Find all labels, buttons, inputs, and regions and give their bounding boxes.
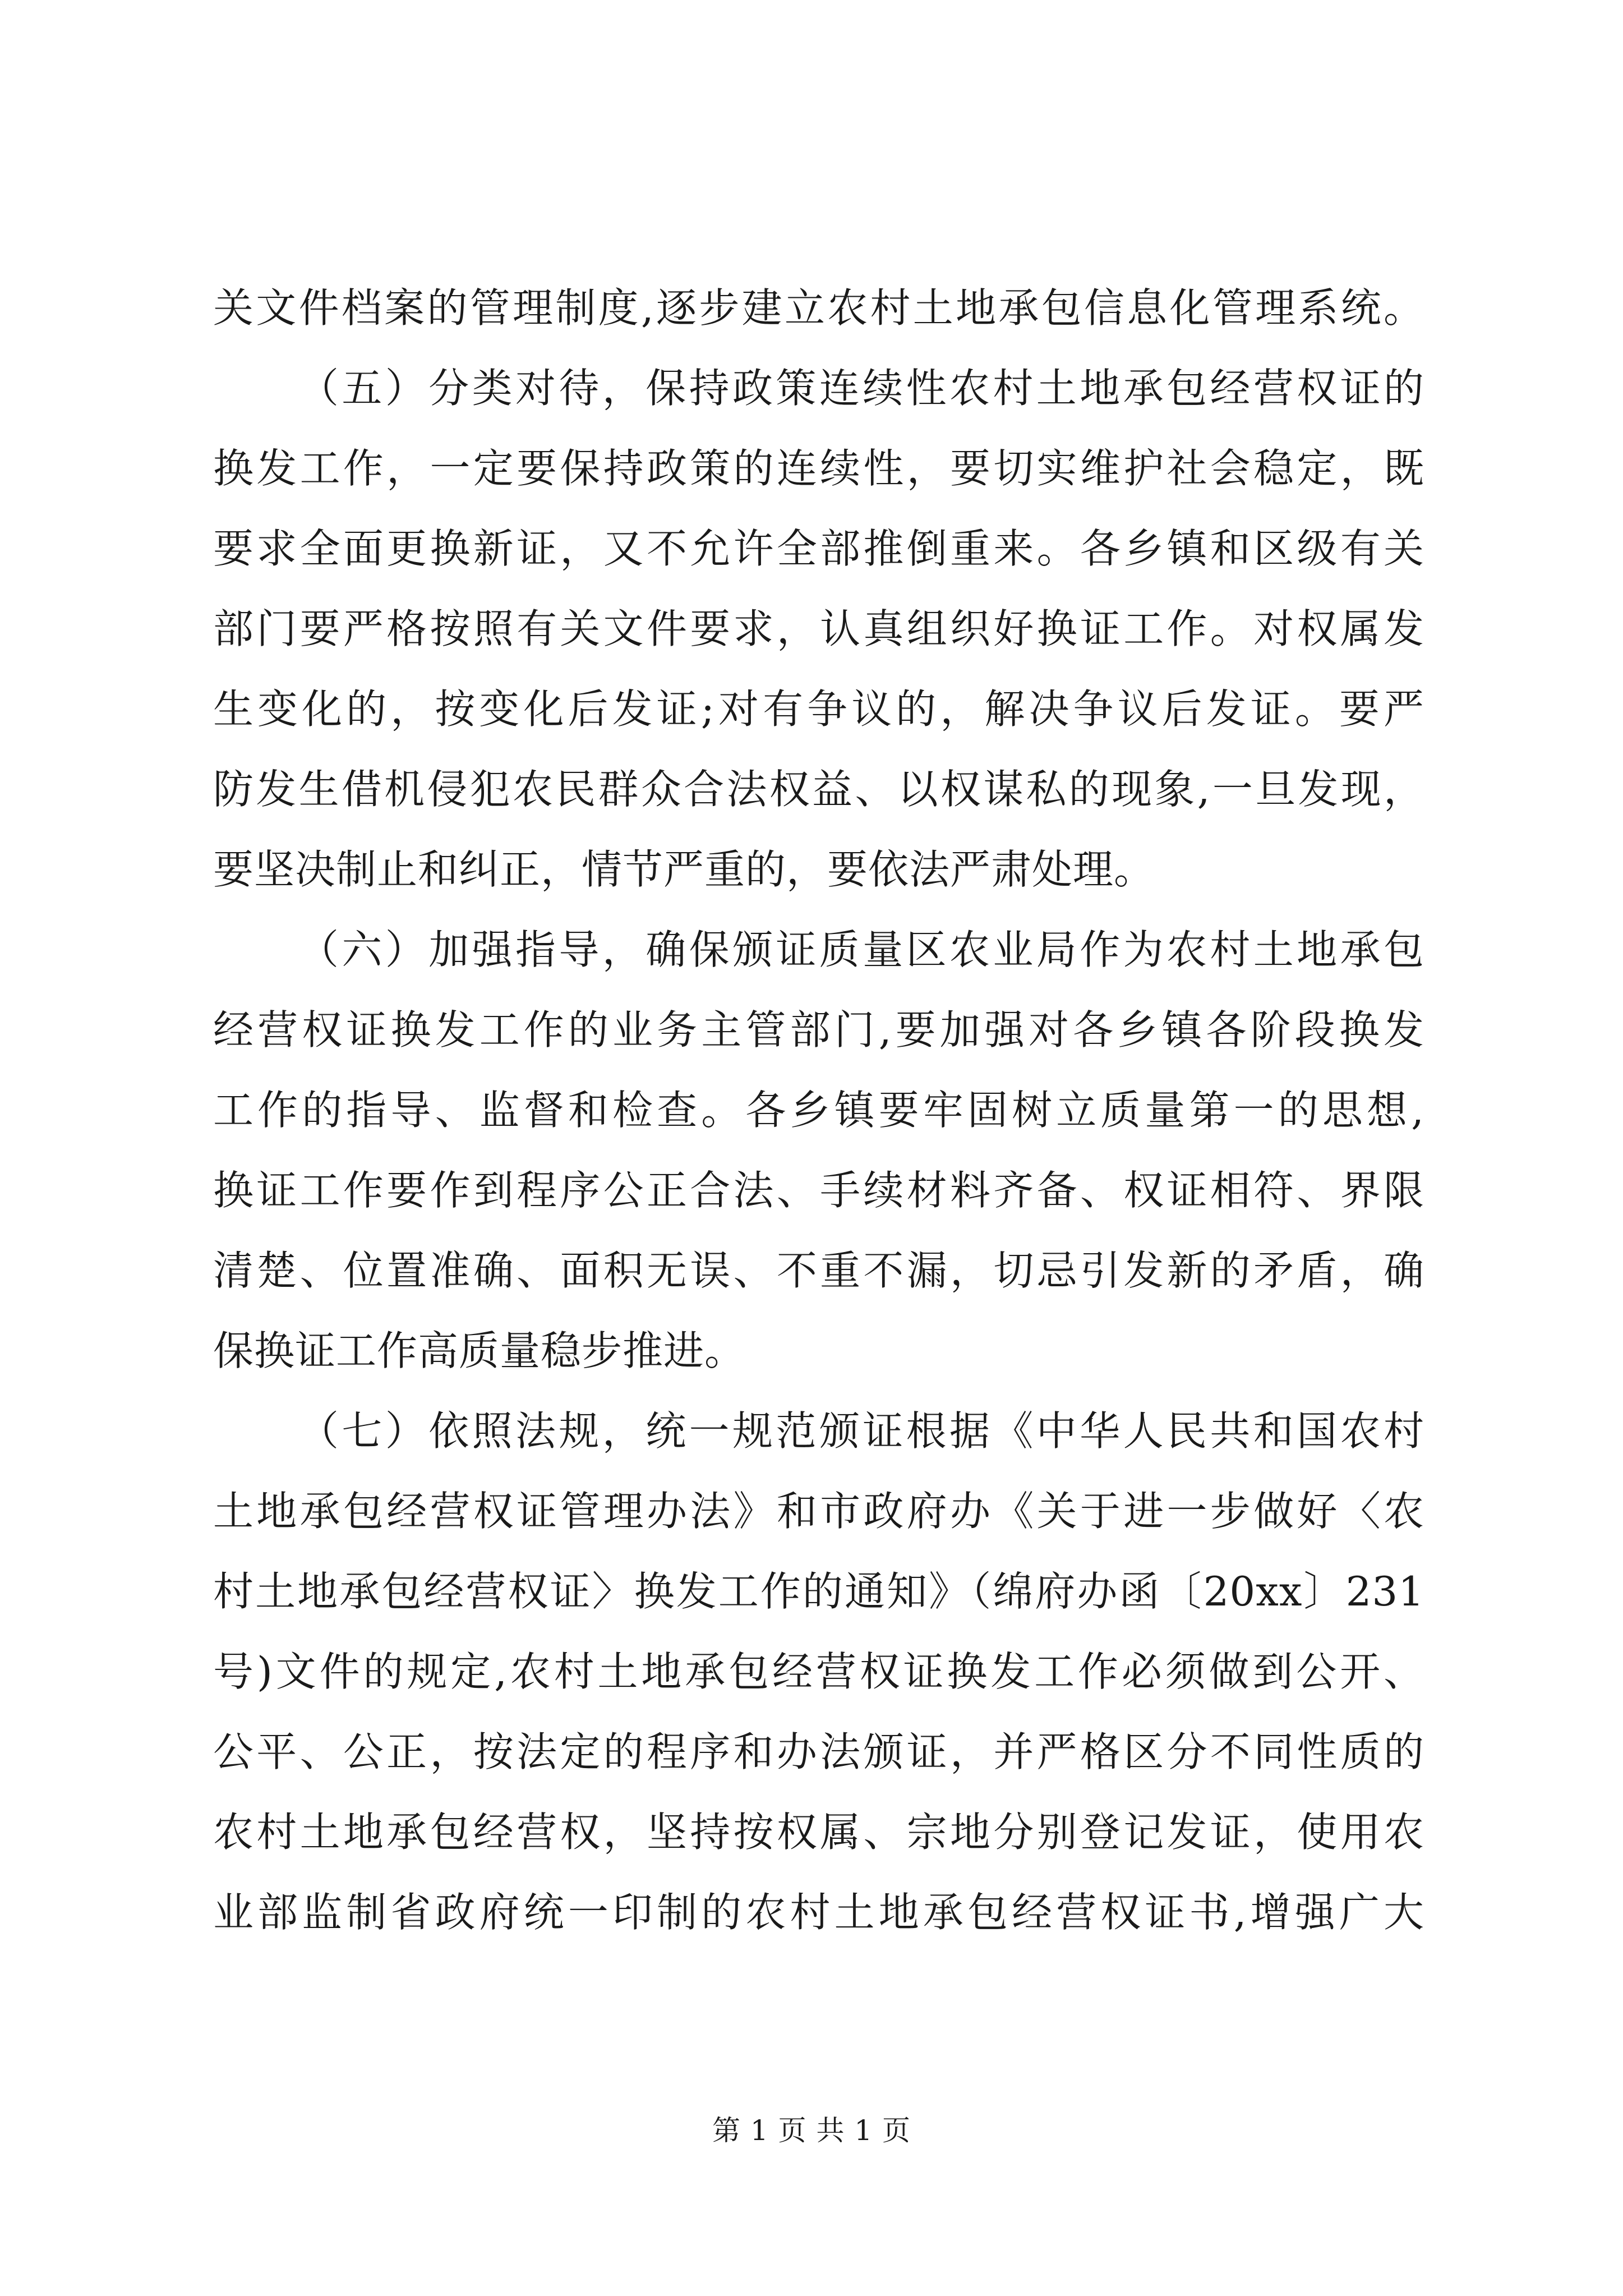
text-line: 农村土地承包经营权，坚持按权属、宗地分别登记发证，使用农 <box>213 1809 1424 1856</box>
text-line: 生变化的，按变化后发证;对有争议的，解决争议后发证。要严 <box>213 685 1424 733</box>
text-line: 保换证工作高质量稳步推进。 <box>213 1327 746 1374</box>
text-line: 业部监制省政府统一印制的农村土地承包经营权证书,增强广大 <box>213 1889 1424 1936</box>
text-line: 工作的指导、监督和检查。各乡镇要牢固树立质量第一的思想, <box>213 1087 1424 1134</box>
text-line: 关文件档案的管理制度,逐步建立农村土地承包信息化管理系统。 <box>213 284 1424 332</box>
text-line: 要坚决制止和纠正，情节严重的，要依法严肃处理。 <box>213 846 1155 893</box>
text-line: 经营权证换发工作的业务主管部门,要加强对各乡镇各阶段换发 <box>213 1006 1424 1053</box>
text-line: 要求全面更换新证，又不允许全部推倒重来。各乡镇和区级有关 <box>213 525 1424 572</box>
text-line: （五）分类对待，保持政策连续性农村土地承包经营权证的 <box>298 365 1424 412</box>
page-footer: 第 1 页 共 1 页 <box>712 2114 911 2147</box>
text-line: 土地承包经营权证管理办法》和市政府办《关于进一步做好〈农 <box>213 1488 1424 1535</box>
body-text <box>213 268 1424 1953</box>
text-line: （六）加强指导，确保颁证质量区农业局作为农村土地承包 <box>298 926 1424 973</box>
text-line: 换发工作，一定要保持政策的连续性，要切实维护社会稳定，既 <box>213 445 1424 492</box>
text-line: 村土地承包经营权证〉换发工作的通知》（绵府办函〔20xx〕231 <box>213 1568 1424 1615</box>
text-line: 公平、公正，按法定的程序和办法颁证，并严格区分不同性质的 <box>213 1728 1424 1775</box>
text-line: 防发生借机侵犯农民群众合法权益、以权谋私的现象,一旦发现， <box>213 766 1424 813</box>
text-line: 清楚、位置准确、面积无误、不重不漏，切忌引发新的矛盾，确 <box>213 1247 1424 1294</box>
text-line: （七）依照法规，统一规范颁证根据《中华人民共和国农村 <box>298 1407 1424 1455</box>
text-line: 部门要严格按照有关文件要求，认真组织好换证工作。对权属发 <box>213 605 1424 652</box>
text-line: 换证工作要作到程序公正合法、手续材料齐备、权证相符、界限 <box>213 1167 1424 1214</box>
text-line: 号)文件的规定,农村土地承包经营权证换发工作必须做到公开、 <box>213 1648 1424 1695</box>
